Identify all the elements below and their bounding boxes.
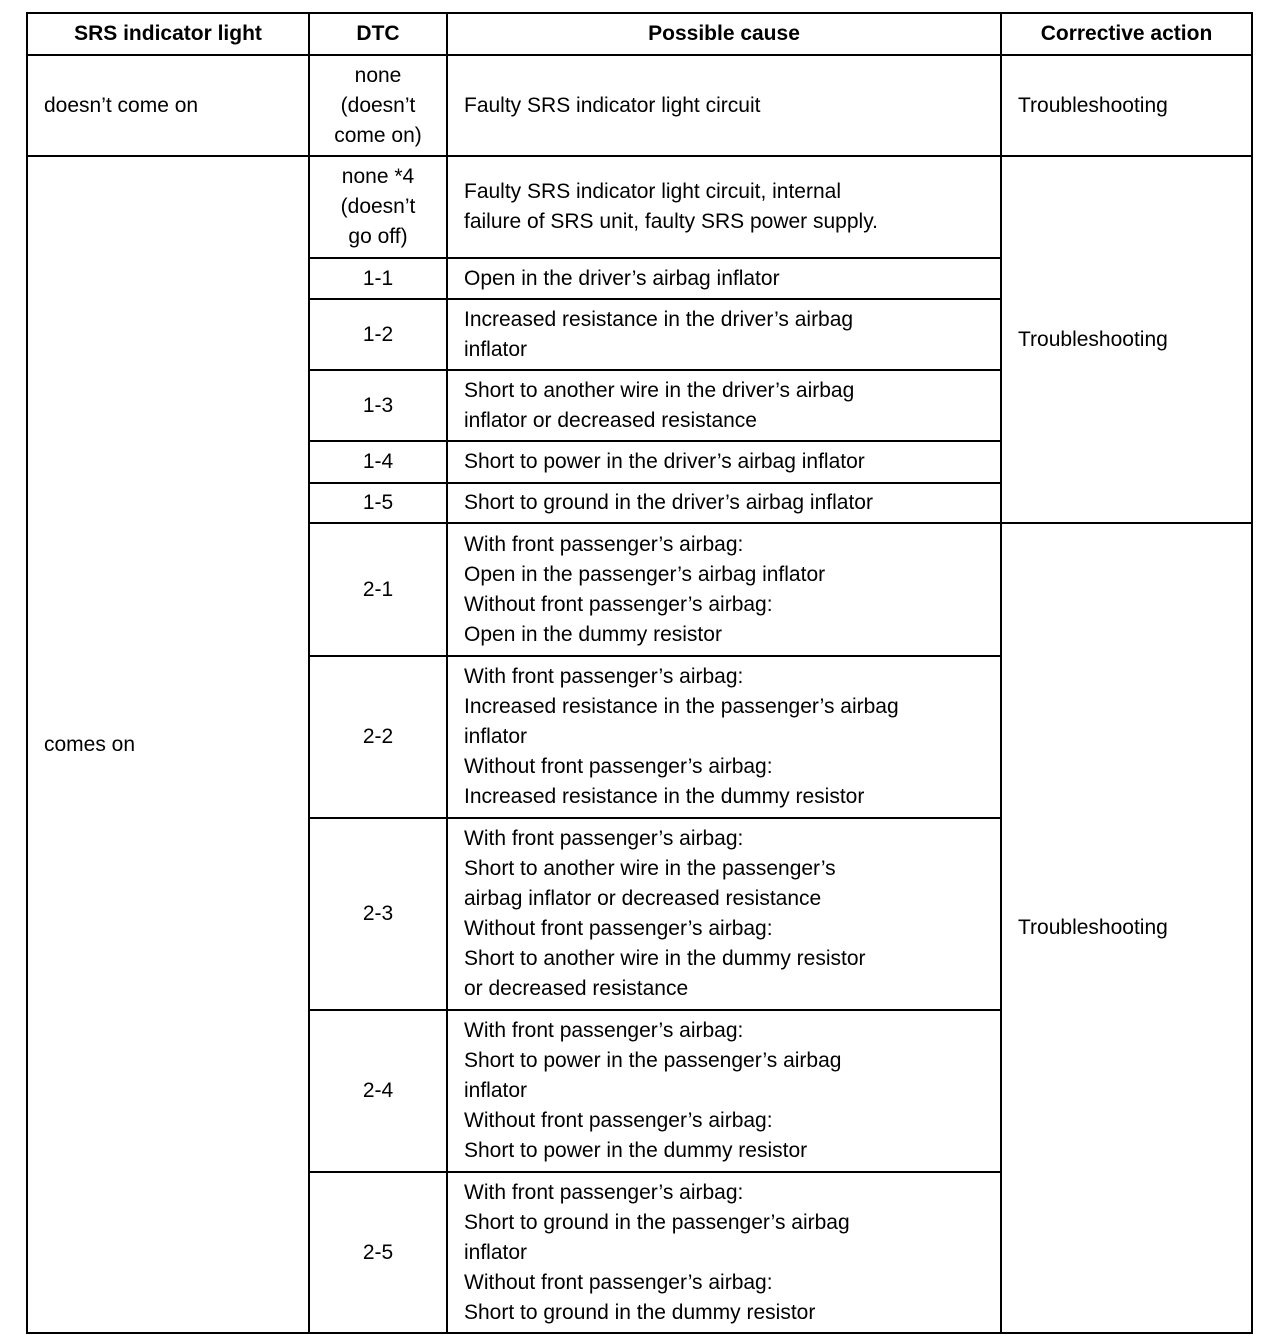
corrective-action-cell: Troubleshooting [1001,156,1252,523]
cause-cell: With front passenger’s airbag: Short to power in the passenger’s airbag inflator Without front passenger’s airbag: Short to power in the dummy resistor [447,1010,1001,1172]
cause-cell: With front passenger’s airbag: Short to ground in the passenger’s airbag inflator Without front passenger’s airbag: Short to ground in the dummy resistor [447,1172,1001,1333]
dtc-cell: 2-1 [309,523,447,656]
dtc-cell: none *4 (doesn’t go off) [309,156,447,258]
cause-cell: Open in the driver’s airbag inflator [447,258,1001,299]
dtc-cell: 2-3 [309,818,447,1010]
cause-cell: With front passenger’s airbag: Open in the passenger’s airbag inflator Without front passenger’s airbag: Open in the dummy resistor [447,523,1001,656]
cause-cell: Faulty SRS indicator light circuit [447,55,1001,156]
dtc-cell: 2-2 [309,656,447,818]
cause-cell: Increased resistance in the driver’s airbag inflator [447,299,1001,370]
header-possible-cause: Possible cause [447,13,1001,55]
corrective-action-cell: Troubleshooting [1001,523,1252,1333]
dtc-cell: 2-5 [309,1172,447,1333]
header-corrective-action: Corrective action [1001,13,1252,55]
cause-cell: Faulty SRS indicator light circuit, internal failure of SRS unit, faulty SRS power supply. [447,156,1001,258]
dtc-cell: 1-3 [309,370,447,441]
dtc-cell: 1-5 [309,483,447,523]
dtc-cell: 1-4 [309,441,447,483]
dtc-cell: 1-2 [309,299,447,370]
dtc-cell: none (doesn’t come on) [309,55,447,156]
header-dtc: DTC [309,13,447,55]
light-state-doesnt-come-on: doesn’t come on [27,55,309,156]
light-state-comes-on: comes on [27,156,309,1333]
table-row [27,55,1252,156]
corrective-action-cell: Troubleshooting [1001,55,1252,156]
srs-troubleshooting-table [26,12,1253,1334]
cause-cell: Short to ground in the driver’s airbag inflator [447,483,1001,523]
cause-cell: With front passenger’s airbag: Short to another wire in the passenger’s airbag inflator or decreased resistance Without front passenger’s airbag: Short to another wire in the dummy resistor or decreased resistance [447,818,1001,1010]
table-row [27,156,1252,258]
cause-cell: With front passenger’s airbag: Increased resistance in the passenger’s airbag inflator Without front passenger’s airbag: Increased resistance in the dummy resistor [447,656,1001,818]
dtc-cell: 2-4 [309,1010,447,1172]
cause-cell: Short to another wire in the driver’s airbag inflator or decreased resistance [447,370,1001,441]
header-srs-indicator-light: SRS indicator light [27,13,309,55]
cause-cell: Short to power in the driver’s airbag inflator [447,441,1001,483]
dtc-cell: 1-1 [309,258,447,299]
header-row [27,13,1252,55]
